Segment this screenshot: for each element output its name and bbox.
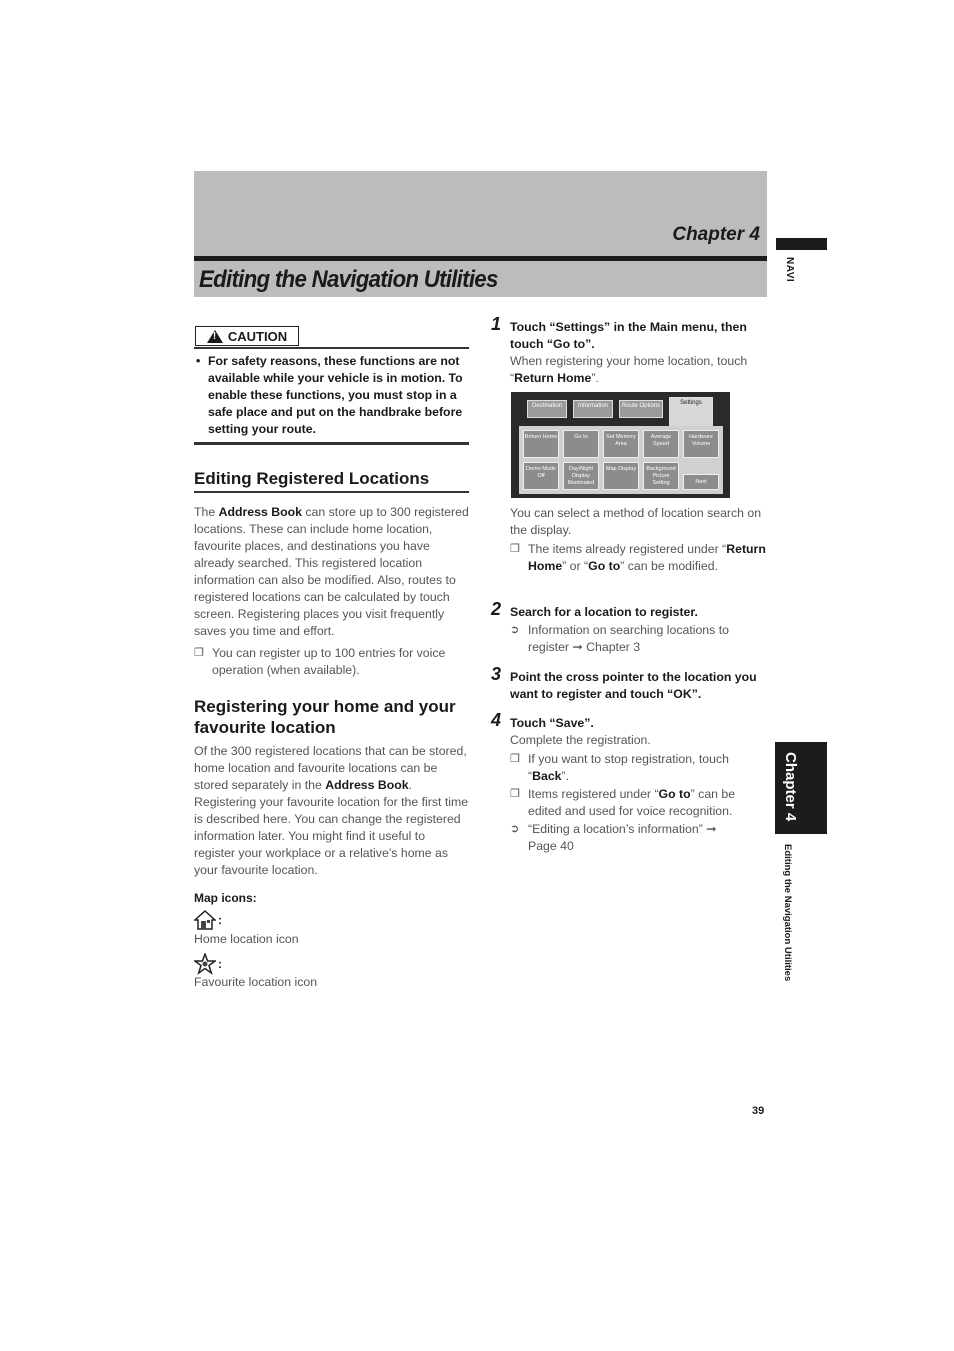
- go-to-term: Go to: [658, 787, 691, 801]
- btn-set-memory-area: Set Memory Area: [603, 430, 639, 458]
- step4-note1: [510, 751, 767, 785]
- section2-heading: Registering your home and your favourite location: [194, 697, 456, 737]
- caution-badge: [195, 326, 299, 346]
- tab-destination: Destination: [527, 400, 567, 418]
- note-text: You can register up to 100 entries for voice operation (when available).: [212, 646, 446, 677]
- step-number: 4: [491, 710, 502, 730]
- note-text: [528, 541, 767, 575]
- step-title: Touch “Save”.: [510, 716, 594, 730]
- checkbox-icon: ❐: [510, 788, 520, 800]
- ref-text: “Editing a location’s information” ➞ Page 40: [528, 822, 717, 853]
- btn-demo-mode: [523, 462, 559, 490]
- note-text: [528, 786, 767, 820]
- step-title: Touch “Settings” in the Main menu, then touch “Go to”.: [510, 320, 747, 351]
- settings-menu-screenshot: [511, 392, 730, 498]
- btn-next: Next: [683, 474, 719, 490]
- chapter-label: Chapter 4: [672, 224, 760, 245]
- step4-sub: Complete the registration.: [510, 733, 651, 747]
- side-tab-marker: [776, 238, 827, 250]
- side-section-label: Editing the Navigation Utilities: [782, 844, 793, 982]
- btn-average-speed: Average Speed: [643, 430, 679, 458]
- address-book-term: Address Book: [218, 505, 302, 519]
- home-icon-label: Home location icon: [194, 932, 299, 946]
- warning-icon: [207, 330, 223, 343]
- icon-colon: :: [218, 957, 222, 971]
- section2-body: [194, 743, 469, 879]
- body-text: When registering your home location, touch “: [510, 354, 748, 385]
- body-text: . Registering your favourite location for the first time is described here. You can change the registered information later. You might find it useful to register your workplace or a relative’s home as your favourite location.: [194, 778, 469, 877]
- btn-background-picture: Background Picture Setting: [643, 462, 679, 490]
- step-number: 2: [491, 599, 502, 619]
- step-title: Search for a location to register.: [510, 605, 698, 619]
- section1-note: [194, 645, 469, 679]
- body-text: The: [194, 505, 219, 519]
- arrow-icon: ➲: [510, 823, 520, 835]
- caution-item: [194, 353, 469, 438]
- checkbox-icon: ❐: [510, 753, 520, 765]
- body-text: ”.: [591, 371, 599, 385]
- section1-rule: [194, 491, 469, 493]
- back-term: Back: [532, 769, 562, 783]
- btn-map-display: Map Display: [603, 462, 639, 490]
- body-text: can store up to 300 registered locations. These can include home location, favourite places, and destinations you have already searched. This registered location information can also be modified. Also, routes to registered locations can be calculated by touch screen. Registering places you visit frequently saves you time and effort.: [194, 505, 469, 638]
- caution-label: CAUTION: [227, 328, 288, 344]
- step1-note: [510, 541, 767, 575]
- side-chapter-text: Chapter 4: [782, 752, 799, 822]
- step-number: 1: [491, 314, 502, 334]
- section1-heading: Editing Registered Locations: [194, 469, 430, 488]
- tab-settings: Settings: [669, 397, 713, 427]
- fav-icon-row: [194, 953, 222, 975]
- btn-return-home: Return Home: [523, 430, 559, 458]
- caution-text: For safety reasons, these functions are not available while your vehicle is in motion. To enable these functions, you must stop in a safe place and put on the handbrake before setting your route.: [208, 354, 463, 436]
- text: The items already registered under “: [528, 542, 727, 556]
- page-number: 39: [752, 1105, 765, 1117]
- text: Items registered under “: [528, 787, 659, 801]
- tab-route-options: Route Options: [619, 400, 663, 418]
- address-book-term: Address Book: [325, 778, 409, 792]
- map-icons-heading: Map icons:: [194, 891, 257, 905]
- text: If you want to stop registration, touch “: [528, 752, 729, 783]
- page-title: Editing the Navigation Utilities: [199, 266, 498, 293]
- header-rule: [194, 256, 767, 261]
- step4-ref: [510, 821, 735, 855]
- ref-text: Information on searching locations to register ➞ Chapter 3: [528, 623, 729, 654]
- arrow-icon: ➲: [510, 624, 520, 636]
- return-home-term: Return Home: [528, 542, 766, 573]
- bullet: •: [196, 354, 201, 368]
- icon-colon: :: [218, 913, 222, 927]
- step-number: 3: [491, 664, 502, 684]
- checkbox-icon: ❐: [194, 647, 204, 659]
- step2-ref: [510, 622, 767, 656]
- checkbox-icon: ❐: [510, 543, 520, 555]
- text: ”.: [561, 769, 570, 783]
- note-text: [528, 751, 767, 785]
- home-location-icon: [194, 909, 216, 931]
- text: ” can be modified.: [620, 559, 718, 573]
- caution-top-rule: [194, 347, 469, 349]
- text: ” or “: [562, 559, 589, 573]
- caution-bottom-rule: [194, 442, 469, 445]
- btn-go-to: Go to: [563, 430, 599, 458]
- step1-sub: [510, 353, 767, 387]
- body-text: Of the 300 registered locations that can be stored, home location and favourite locations can be stored separately in the: [194, 744, 467, 792]
- side-navi-label: NAVI: [784, 257, 795, 283]
- home-icon-row: [194, 909, 222, 931]
- btn-day-night-display: Day/Night Display Illuminated: [563, 462, 599, 490]
- return-home-term: Return Home: [514, 371, 592, 385]
- favourite-star-icon: [194, 953, 216, 975]
- go-to-term: Go to: [588, 559, 621, 573]
- step4-note2: [510, 786, 767, 820]
- btn-label: Demo Mode: [526, 466, 556, 472]
- text: ” can be edited and used for voice recognition.: [528, 787, 736, 818]
- step-title: Point the cross pointer to the location you want to register and touch “OK”.: [510, 670, 757, 701]
- btn-hardware-volume: Hardware Volume: [683, 430, 719, 458]
- tab-information: Information: [573, 400, 613, 418]
- step1-after-screen: You can select a method of location search on the display.: [510, 506, 762, 537]
- section1-body: [194, 504, 469, 640]
- btn-value: Off: [537, 473, 545, 479]
- settings-panel: [519, 426, 723, 494]
- fav-icon-label: Favourite location icon: [194, 975, 318, 989]
